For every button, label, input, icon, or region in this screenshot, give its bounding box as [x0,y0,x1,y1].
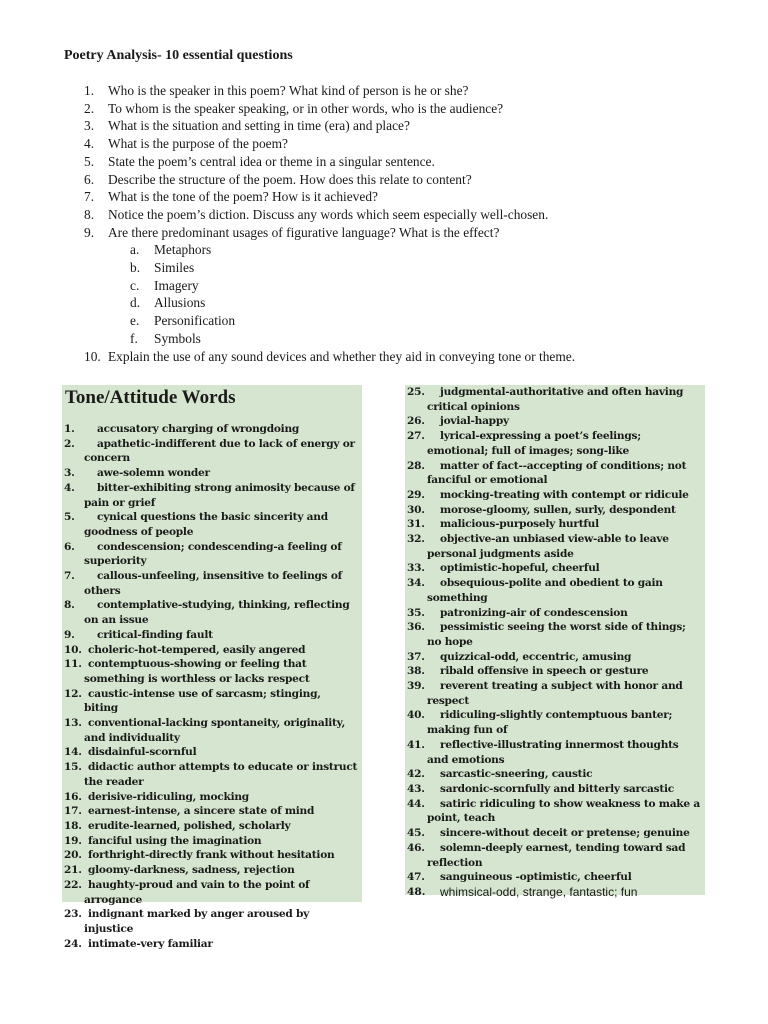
option-letter: d. [130,295,141,311]
question-number: 9. [84,224,95,240]
tone-word-definition: pessimistic seeing the worst side of things; no hope [427,621,686,648]
question-text: Notice the poem’s diction. Discuss any words which seem especially well-chosen. [108,206,549,222]
tone-word-number: 47. [407,871,425,884]
tone-word-definition: derisive-ridiculing, mocking [88,790,249,803]
option-text: Similes [154,260,195,276]
tone-word-number: 33. [407,562,425,575]
tone-word-definition: satiric ridiculing to show weakness to make a point, teach [427,797,700,825]
tone-word-number: 25. [407,386,425,398]
tone-word-definition: intimate-very familiar [88,937,213,950]
tone-word-number: 34. [407,577,425,590]
tone-word-number: 19. [64,834,82,847]
tone-word-item [407,606,701,621]
tone-word-number: 16. [64,790,82,803]
question-item [84,224,684,242]
tone-word-number: 9. [64,628,75,641]
tone-word-item [64,569,358,598]
tone-word-definition: haughty-proud and vain to the point of arrogance [84,878,310,906]
tone-word-item [64,540,358,569]
tone-word-item [64,878,358,907]
tone-word-definition: gloomy-darkness, sadness, rejection [88,864,295,877]
tone-word-definition: awe-solemn wonder [97,467,210,480]
option-letter: f. [130,330,138,346]
question-text: Are there predominant usages of figurative language? What is the effect? [108,224,500,240]
tone-word-item [407,870,701,885]
option-letter: b. [130,260,141,276]
tone-word-number: 39. [407,680,425,693]
tone-word-item [64,437,358,466]
tone-word-number: 5. [64,511,75,524]
tone-word-item [407,576,701,605]
tone-word-number: 45. [407,827,425,840]
tone-word-number: 29. [407,488,425,501]
tone-word-definition: accusatory charging of wrongdoing [97,423,300,435]
figurative-option [84,277,684,295]
tone-word-item [407,532,701,561]
figurative-option [84,330,684,348]
question-number: 1. [84,83,95,98]
question-text: Who is the speaker in this poem? What kind of person is he or she? [108,83,469,98]
tone-word-item [407,561,701,576]
tone-word-number: 6. [64,540,75,553]
tone-word-item [64,466,358,481]
tone-word-item [407,885,701,900]
tone-words-list-left [62,419,362,951]
tone-word-item [64,628,358,643]
tone-word-definition: solemn-deeply earnest, tending toward sad reflection [427,841,686,869]
tone-word-number: 32. [407,533,425,546]
question-item [84,82,684,100]
tone-word-number: 28. [407,459,425,472]
question-number: 8. [84,206,95,222]
figurative-option [84,294,684,312]
tone-word-number: 24. [64,937,82,950]
question-item [84,153,684,171]
tone-word-definition: judgmental-authoritative and often having critical opinions [427,386,684,413]
tone-word-number: 41. [407,738,425,751]
question-number: 3. [84,118,95,134]
tone-word-number: 30. [407,503,425,516]
tone-word-definition: reverent treating a subject with honor and respect [427,680,683,707]
tone-word-item [64,422,358,437]
tone-word-number: 23. [64,908,82,921]
tone-word-definition: lyrical-expressing a poet’s feelings; emotional; full of images; song-like [427,430,641,457]
tone-word-number: 3. [64,467,75,480]
tone-word-number: 17. [64,805,82,818]
tone-word-number: 20. [64,849,82,862]
tone-word-item [407,488,701,503]
question-item [84,188,684,206]
document-title: Poetry Analysis- 10 essential questions [64,48,293,63]
tone-word-number: 38. [407,665,425,678]
tone-word-definition: objective-an unbiased view-able to leave personal judgments aside [427,533,669,560]
tone-word-item [407,620,701,649]
tone-word-number: 15. [64,761,82,774]
tone-word-item [407,650,701,665]
question-item [84,117,684,135]
tone-word-item [407,738,701,767]
tone-word-item [64,510,358,539]
tone-words-panel-left [62,385,362,950]
tone-word-definition: forthright-directly frank without hesitation [88,849,335,862]
tone-word-definition: apathetic-indifferent due to lack of energy or concern [84,437,355,465]
question-item [84,100,684,118]
question-text: State the poem’s central idea or theme in a singular sentence. [108,153,435,169]
tone-word-item [64,687,358,716]
tone-word-definition: callous-unfeeling, insensitive to feelings of others [84,570,342,597]
tone-word-definition: ribald offensive in speech or gesture [440,665,649,678]
tone-word-definition: choleric-hot-tempered, easily angered [88,643,306,656]
tone-word-item [64,907,358,936]
tone-word-definition: sardonic-scornfully and bitterly sarcastic [440,782,674,795]
question-text: Explain the use of any sound devices and whether they aid in conveying tone or theme. [108,348,576,364]
option-text: Imagery [154,277,199,293]
tone-word-definition: reflective-illustrating innermost thoughts and emotions [427,738,679,766]
question-text: What is the purpose of the poem? [108,136,288,152]
tone-word-definition: sincere-without deceit or pretense; genuine [440,827,690,840]
tone-words-heading: Tone/Attitude Words [65,387,236,408]
question-item [84,171,684,189]
tone-word-item [407,826,701,841]
tone-word-number: 36. [407,621,425,634]
option-letter: a. [130,242,140,258]
tone-word-number: 26. [407,415,425,428]
tone-word-definition: jovial-happy [440,415,509,428]
tone-word-item [407,664,701,679]
tone-word-number: 35. [407,606,425,619]
question-text: Describe the structure of the poem. How does this relate to content? [108,171,472,187]
tone-word-number: 7. [64,570,75,583]
tone-word-number: 12. [64,687,82,700]
tone-word-definition: cynical questions the basic sincerity and goodness of people [84,511,328,538]
tone-word-item [407,679,701,708]
tone-word-definition: earnest-intense, a sincere state of mind [88,805,315,818]
tone-word-number: 22. [64,878,82,891]
question-text: What is the tone of the poem? How is it achieved? [108,189,378,205]
option-text: Symbols [154,330,201,346]
tone-word-item [64,819,358,834]
tone-word-number: 2. [64,437,75,450]
tone-word-number: 43. [407,782,425,795]
figurative-option [84,241,684,259]
tone-word-number: 48. [407,885,426,898]
tone-word-definition: quizzical-odd, eccentric, amusing [440,650,632,663]
tone-word-number: 21. [64,864,82,877]
option-letter: e. [130,313,140,329]
tone-word-definition: morose-gloomy, sullen, surly, despondent [440,503,676,516]
tone-word-definition: fanciful using the imagination [88,834,262,847]
tone-word-number: 4. [64,481,75,494]
tone-word-definition: patronizing-air of condescension [440,606,628,619]
tone-word-item [64,643,358,658]
tone-word-number: 31. [407,518,425,531]
figurative-option [84,312,684,330]
tone-word-number: 8. [64,599,75,612]
tone-word-definition: didactic author attempts to educate or instruct the reader [84,761,358,788]
tone-word-number: 27. [407,430,425,443]
question-number: 5. [84,153,95,169]
tone-word-item [64,937,358,952]
question-number: 6. [84,171,95,187]
tone-word-item [407,767,701,782]
tone-word-definition: contemplative-studying, thinking, reflecting on an issue [84,599,350,627]
tone-word-definition: mocking-treating with contempt or ridicule [440,488,689,501]
tone-word-item [407,841,701,870]
tone-word-definition: contemptuous-showing or feeling that something is worthless or lacks respect [84,658,310,685]
tone-word-item [407,782,701,797]
question-number: 4. [84,136,95,152]
tone-word-item [64,834,358,849]
figurative-option [84,259,684,277]
tone-word-number: 40. [407,709,425,722]
tone-word-number: 46. [407,841,425,854]
essential-questions-list [84,82,684,365]
question-number: 2. [84,100,95,116]
tone-word-number: 44. [407,797,425,810]
tone-word-item [407,429,701,458]
tone-word-item [64,848,358,863]
option-text: Allusions [154,295,206,311]
tone-word-item [64,657,358,686]
option-text: Metaphors [154,242,212,258]
tone-word-item [407,517,701,532]
tone-word-item [407,459,701,488]
tone-word-definition: caustic-intense use of sarcasm; stinging, biting [84,687,321,715]
tone-word-definition: sarcastic-sneering, caustic [440,768,593,781]
tone-word-definition: bitter-exhibiting strong animosity because of pain or grief [84,481,355,509]
question-item [84,348,684,366]
tone-word-item [64,745,358,760]
tone-word-number: 11. [64,658,82,671]
question-item [84,135,684,153]
tone-word-item [407,414,701,429]
tone-word-number: 14. [64,746,82,759]
tone-word-definition: condescension; condescending-a feeling of superiority [84,540,342,568]
tone-word-definition: matter of fact--accepting of conditions; not fanciful or emotional [427,459,687,487]
tone-word-definition: obsequious-polite and obedient to gain something [427,577,663,604]
tone-word-item [64,863,358,878]
tone-word-item [64,760,358,789]
question-item [84,206,684,224]
tone-words-panel-right [405,385,705,899]
tone-word-number: 1. [64,423,75,435]
option-letter: c. [130,277,140,293]
tone-word-definition: malicious-purposely hurtful [440,518,599,531]
question-number: 7. [84,189,95,205]
option-text: Personification [154,313,236,329]
tone-word-item [64,716,358,745]
tone-word-number: 42. [407,768,425,781]
tone-word-item [64,598,358,627]
tone-word-item [407,503,701,518]
question-text: What is the situation and setting in time (era) and place? [108,118,410,134]
tone-word-item [407,385,701,414]
tone-word-item [64,790,358,805]
tone-word-definition: sanguineous -optimistic, cheerful [440,871,632,884]
tone-word-item [64,804,358,819]
tone-word-number: 18. [64,819,82,832]
tone-word-item [407,797,701,826]
tone-word-definition: critical-finding fault [97,628,213,641]
tone-word-definition: optimistic-hopeful, cheerful [440,562,600,575]
tone-word-definition: indignant marked by anger aroused by injustice [84,908,310,935]
tone-word-number: 10. [64,643,82,656]
tone-word-definition: disdainful-scornful [88,746,197,759]
tone-word-item [407,708,701,737]
tone-word-definition: whimsical-odd, strange, fantastic; fun [440,884,638,899]
tone-word-item [64,481,358,510]
tone-word-definition: ridiculing-slightly contemptuous banter; making fun of [427,709,673,737]
tone-word-number: 37. [407,650,425,663]
tone-words-list-right [405,385,705,900]
tone-word-definition: erudite-learned, polished, scholarly [88,819,291,832]
tone-word-definition: conventional-lacking spontaneity, originality, and individuality [84,717,346,744]
question-number: 10. [84,348,101,364]
question-text: To whom is the speaker speaking, or in other words, who is the audience? [108,100,504,116]
tone-word-number: 13. [64,717,82,730]
